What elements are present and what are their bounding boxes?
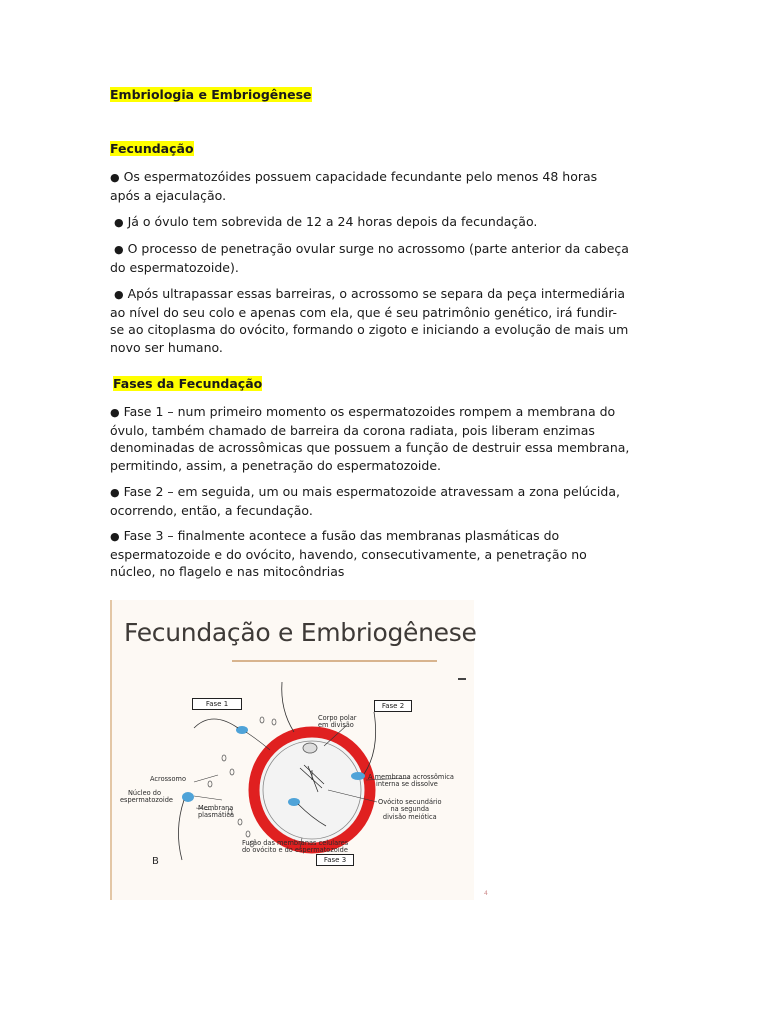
- sperm-phase1: [194, 719, 270, 750]
- fecundation-diagram: [112, 600, 474, 900]
- bullet-icon: ●: [114, 216, 124, 229]
- bullet-icon: ●: [110, 530, 120, 543]
- sperm-left: [178, 792, 194, 860]
- label-sperm-nucleus: Núcleo do espermatozoide: [120, 789, 173, 805]
- bullet-icon: ●: [113, 243, 124, 256]
- phase3-box: Fase 3: [316, 854, 354, 866]
- list-item: ● O processo de penetração ovular surge no acrossomo (parte anterior da cabeça do espermatozoide).: [110, 241, 629, 275]
- phase1-box: Fase 1: [192, 698, 242, 710]
- document-title: Embriologia e Embriogênese: [110, 87, 312, 102]
- sperm-head-inside: [288, 798, 300, 806]
- list-item: ● Já o óvulo tem sobrevida de 12 a 24 horas depois da fecundação.: [114, 214, 538, 229]
- label-membrane-fusion: Fusão das membranas celulares do ovócito e do espermatozoide: [242, 839, 349, 855]
- list-item: ● Os espermatozóides possuem capacidade fecundante pelo menos 48 horas após a ejaculação.: [110, 169, 598, 203]
- page-number: 4: [484, 890, 488, 897]
- label-polar-body: Corpo polar em divisão: [318, 714, 357, 730]
- section-heading-fecundacao: Fecundação: [110, 141, 194, 156]
- bullet-icon: ●: [110, 406, 120, 419]
- label-plasma-membrane: Membrana plasmática: [198, 804, 235, 820]
- figure-title: Fecundação e Embriogênese: [124, 618, 477, 647]
- label-secondary-oocyte: Ovócito secundário na segunda divisão meiótica: [378, 798, 442, 821]
- phase2-box: Fase 2: [374, 700, 412, 712]
- figure-letter: B: [152, 856, 159, 867]
- sperm-tail-top: [282, 682, 294, 732]
- bullet-icon: ●: [113, 288, 124, 301]
- bullet-icon: ●: [110, 486, 120, 499]
- list-item: ● Fase 2 – em seguida, um ou mais espermatozoide atravessam a zona pelúcida, ocorrendo, então, a fecundação.: [110, 484, 620, 518]
- fecundation-figure: [110, 600, 488, 900]
- polar-body: [303, 743, 317, 753]
- list-item: ● Após ultrapassar essas barreiras, o acrossomo se separa da peça intermediária ao nível do seu colo e apenas com ela, que é seu patrimônio genético, irá fundir-se ao citoplasma do ovócito, formando o zigoto e iniciando a evolução de mais um novo ser humano.: [110, 286, 629, 355]
- label-acrosomal-membrane: A membrana acrossômica interna se dissolve: [368, 773, 454, 789]
- list-item: ● Fase 1 – num primeiro momento os espermatozoides rompem a membrana do óvulo, também chamado de barreira da corona radiata, pois liberam enzimas denominadas de acrossômicas que possuem a função de destruir essa membrana, permitindo, assim, a penetração do espermatozoide.: [110, 404, 630, 473]
- label-acrosome: Acrossomo: [150, 775, 186, 783]
- list-item: ● Fase 3 – finalmente acontece a fusão das membranas plasmáticas do espermatozoide e do ovócito, havendo, consecutivamente, a penetração no núcleo, no flagelo e nas mitocôndrias: [110, 528, 587, 579]
- bullet-icon: ●: [110, 171, 120, 184]
- section-heading-fases: Fases da Fecundação: [113, 376, 263, 391]
